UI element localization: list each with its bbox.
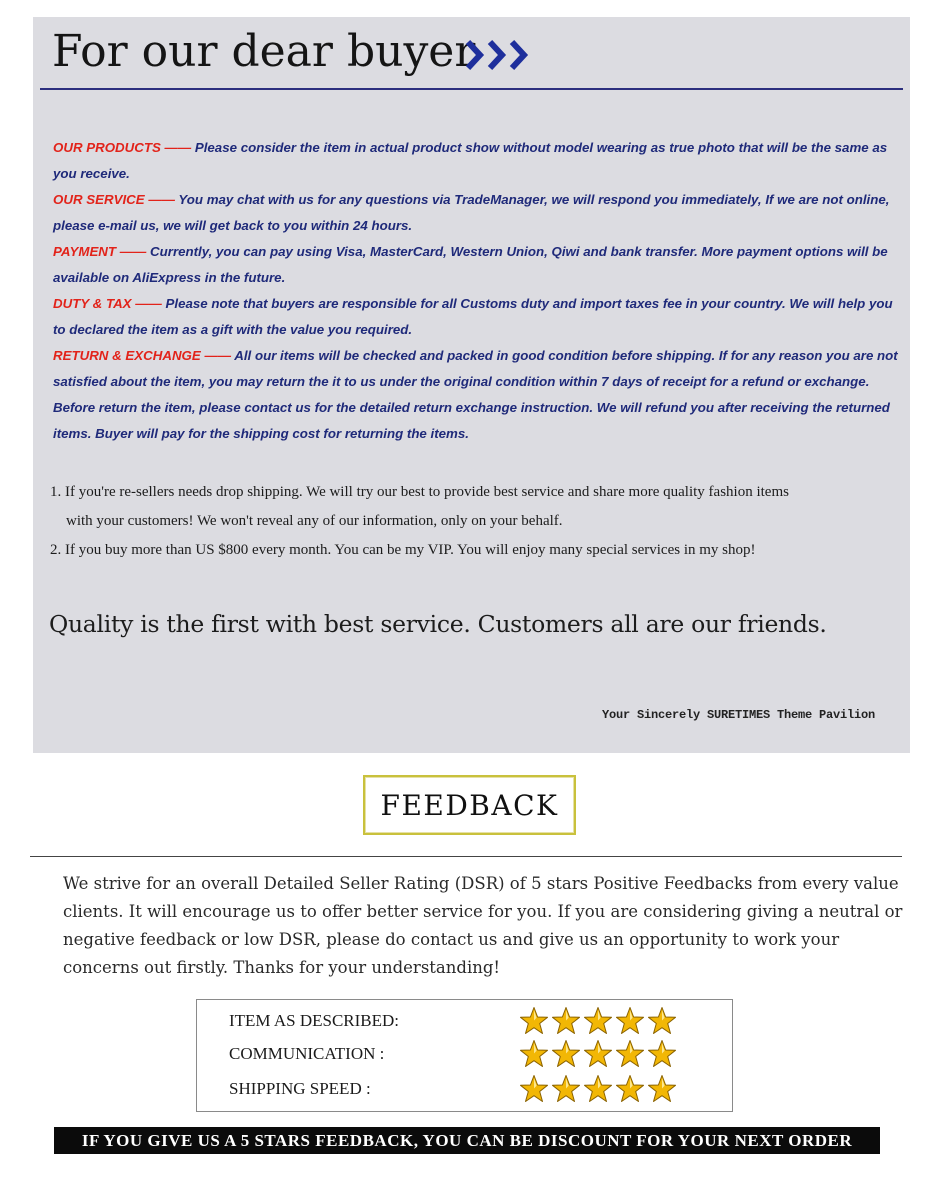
rating-label: ITEM AS DESCRIBED: (229, 1011, 400, 1030)
signature: Your Sincerely SURETIMES Theme Pavilion (602, 708, 876, 722)
policy-label: OUR SERVICE (53, 192, 145, 207)
policy-label: RETURN & EXCHANGE (53, 348, 201, 363)
policy-dash: —— (116, 244, 147, 259)
gold-star-icon (647, 1039, 677, 1069)
rating-table (196, 999, 733, 1112)
policy-dash: —— (160, 140, 192, 155)
note-line: 2. If you buy more than US $800 every month. You can be my VIP. You will enjoy many special services in my shop! (50, 542, 756, 558)
feedback-divider (30, 856, 902, 857)
policy-item-products (53, 135, 898, 187)
policy-text: Please note that buyers are responsible for all Customs duty and import taxes fee in your country. We will help you to declared the item as a gift with the value you required. (53, 296, 893, 337)
note-line-continued: with your customers! We won't reveal any of our information, only on your behalf. (66, 513, 563, 529)
gold-star-icon (647, 1074, 677, 1104)
note-line: 1. If you're re-sellers needs drop shipping. We will try our best to provide best service and share more quality fashion items (50, 484, 789, 500)
page-title: For our dear buyer (52, 26, 476, 77)
slogan: Quality is the first with best service. Customers all are our friends. (49, 610, 827, 638)
notes-list (50, 478, 900, 565)
policy-text: You may chat with us for any questions via TradeManager, we will respond you immediately, If we are not online, please e-mail us, we will get back to you within 24 hours. (53, 192, 890, 233)
discount-banner: IF YOU GIVE US A 5 STARS FEEDBACK, YOU CAN BE DISCOUNT FOR YOUR NEXT ORDER (54, 1127, 880, 1154)
policy-list (53, 135, 898, 447)
gold-star-icon (583, 1006, 613, 1036)
policy-dash: —— (200, 348, 232, 363)
rating-label: SHIPPING SPEED : (229, 1079, 371, 1098)
policy-item-payment (53, 239, 898, 291)
feedback-heading: FEEDBACK (380, 788, 559, 822)
gold-star-icon (551, 1006, 581, 1036)
gold-star-icon (583, 1039, 613, 1069)
gold-star-icon (615, 1074, 645, 1104)
star-rating (519, 1074, 677, 1104)
note-item-dropshipping (50, 478, 900, 536)
rating-row-item-described (229, 1006, 677, 1036)
gold-star-icon (615, 1006, 645, 1036)
policy-item-service (53, 187, 898, 239)
policy-text: All our items will be checked and packed in good condition before shipping. If for any reason you are not satisfied about the item, you may return the it to us under the original condition within 7 days of receipt for a refund or exchange. Before return the item, please contact us for the detailed return exchange instruction. We will refund you after receiving the returned items. Buyer will pay for the shipping cost for returning the items. (53, 348, 898, 441)
note-item-vip (50, 536, 900, 565)
rating-row-communication (229, 1039, 677, 1069)
gold-star-icon (519, 1039, 549, 1069)
gold-star-icon (615, 1039, 645, 1069)
policy-dash: —— (144, 192, 175, 207)
gold-star-icon (519, 1074, 549, 1104)
policy-dash: —— (131, 296, 162, 311)
header-divider (40, 88, 903, 90)
gold-star-icon (551, 1074, 581, 1104)
star-rating (519, 1006, 677, 1036)
policy-label: OUR PRODUCTS (53, 140, 161, 155)
rating-label: COMMUNICATION : (229, 1044, 385, 1063)
gold-star-icon (551, 1039, 581, 1069)
policy-item-return-exchange (53, 343, 898, 447)
policy-item-duty-tax (53, 291, 898, 343)
star-rating (519, 1039, 677, 1069)
policy-label: DUTY & TAX (53, 296, 132, 311)
gold-star-icon (583, 1074, 613, 1104)
rating-row-shipping-speed (229, 1074, 677, 1104)
feedback-heading-box (363, 775, 576, 835)
policy-text: Please consider the item in actual product show without model wearing as true photo that will be the same as you receive. (53, 140, 888, 181)
policy-text: Currently, you can pay using Visa, MasterCard, Western Union, Qiwi and bank transfer. More payment options will be available on AliExpress in the future. (53, 244, 888, 285)
triple-chevron-right-icon (466, 38, 538, 72)
policy-label: PAYMENT (53, 244, 117, 259)
gold-star-icon (647, 1006, 677, 1036)
gold-star-icon (519, 1006, 549, 1036)
feedback-description: We strive for an overall Detailed Seller Rating (DSR) of 5 stars Positive Feedbacks from every value clients. It will encourage us to offer better service for you. If you are considering giving a neutral or negative feedback or low DSR, please do contact us and give us an opportunity to work your concerns out firstly. Thanks for your understanding! (63, 874, 903, 977)
